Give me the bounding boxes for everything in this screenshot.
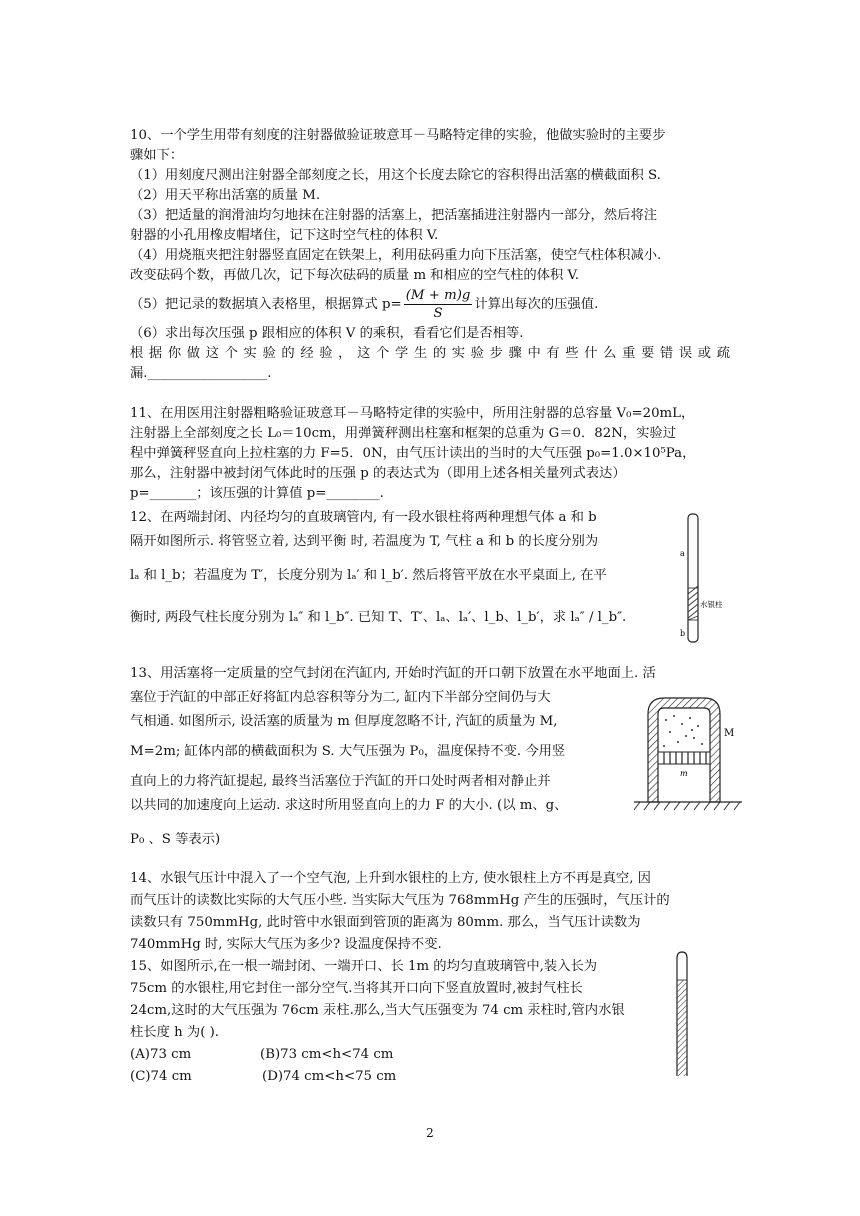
q13-line5: 直向上的力将汽缸提起, 最终当活塞位于汽缸的开口处时两者相对静止并: [130, 774, 551, 789]
question-15: [130, 957, 650, 1043]
q15-option-d: (D)74 cm<h<75 cm: [262, 1069, 397, 1084]
q15-option-c: (C)74 cm: [130, 1069, 192, 1084]
q14-line1: 14、水银气压计中混入了一个空气泡, 上升到水银柱的上方, 使水银柱上方不再是真空, 因: [130, 871, 651, 886]
q15-line3: 24cm,这时的大气压强为 76cm 汞柱.那么,当大气压强变为 74 cm 汞柱时,管内水银: [130, 1003, 625, 1018]
q10-step5-suffix: 计算出每次的压强值.: [474, 297, 599, 312]
q10-question-line2: 漏.__________________.: [130, 366, 272, 381]
q10-intro-line1: 10、一个学生用带有刻度的注射器做验证玻意耳－马略特定律的实验，他做实验时的主要步: [130, 128, 666, 143]
cylinder-wall: [648, 698, 720, 802]
piston-mass-label: m: [680, 769, 688, 778]
q10-step3-line1: （3）把适量的润滑油均匀地抹在注射器的活塞上，把活塞插进注射器内一部分，然后将注: [130, 208, 658, 223]
ground-hatch: [634, 802, 740, 810]
q11-line2: 注射器上全部刻度之长 L₀＝10cm，用弹簧秤测出柱塞和框架的总重为 G＝0．82N，实验过: [130, 426, 677, 441]
q10-intro-line2: 骤如下：: [130, 148, 184, 163]
q11-line1: 11、在用医用注射器粗略验证玻意耳－马略特定律的实验中，所用注射器的总容量 V₀=20mL，: [130, 406, 695, 421]
q12-line4: 衡时, 两段气柱长度分别为 lₐ″ 和 l_b″. 已知 T、T′、lₐ、lₐ′、l_b、l_b′，求 lₐ″ / l_b″.: [130, 610, 627, 625]
q13-line2: 塞位于汽缸的中部正好将缸内总容积等分为二, 缸内下半部分空间仍与大: [130, 690, 551, 705]
q14-line4: 740mmHg 时, 实际大气压为多少? 设温度保持不变.: [130, 937, 442, 952]
q13-line7: P₀ 、S 等表示): [130, 832, 221, 847]
mercury-tube-figure: [668, 950, 698, 1080]
q13-line3: 气相通. 如图所示, 设活塞的质量为 m 但厚度忽略不计, 汽缸的质量为 M,: [130, 714, 558, 729]
q10-step1: （1）用刻度尺测出注射器全部刻度之长，用这个长度去除它的容积得出活塞的横截面积 S.: [130, 168, 661, 183]
gas-a-label: a: [680, 549, 685, 558]
q12-line1: 12、在两端封闭、内径均匀的直玻璃管内, 有一段水银柱将两种理想气体 a 和 b: [130, 510, 597, 525]
question-10: [130, 126, 730, 384]
piston: [658, 752, 710, 764]
cylinder-figure: [634, 692, 744, 820]
q13-line4: M=2m; 缸体内部的横截面积为 S. 大气压强为 P₀，温度保持不变. 今用竖: [130, 744, 566, 759]
q14-line2: 而气压计的读数比实际的大气压小些. 当实际大气压为 768mmHg 产生的压强时，气压计的: [130, 893, 670, 908]
q15-option-b: (B)73 cm<h<74 cm: [260, 1047, 394, 1062]
mercury-column-hatch: [688, 586, 698, 620]
mercury-label: 水银柱: [700, 600, 722, 609]
q11-line3: 程中弹簧秤竖直向上拉柱塞的力 F=5．0N，由气压计读出的当时的大气压强 p₀=1.0×10⁵Pa，: [130, 446, 696, 461]
q11-line5: p=_______；该压强的计算值 p=________.: [130, 486, 384, 501]
q10-step2: （2）用天平称出活塞的质量 M.: [130, 188, 321, 203]
question-12: [130, 508, 675, 628]
q10-question-line1: 根据你做这个实验的经验，这个学生的实验步骤中有些什么重要错误或疏: [130, 346, 730, 361]
gas-b-label: b: [680, 629, 686, 638]
q10-step4-line1: （4）用烧瓶夹把注射器竖直固定在铁架上，利用砝码重力向下压活塞，使空气柱体积减小.: [130, 248, 662, 263]
q13-line1: 13、用活塞将一定质量的空气封闭在汽缸内, 开始时汽缸的开口朝下放置在水平地面上. 活: [130, 666, 656, 681]
q10-step3-line2: 射器的小孔用橡皮帽堵住，记下这时空气柱的体积 V.: [130, 228, 439, 243]
q11-line4: 那么，注射器中被封闭气体此时的压强 p 的表达式为（即用上述各相关量列式表达）: [130, 466, 626, 481]
q10-step6: （6）求出每次压强 p 跟相应的体积 V 的乘积，看看它们是否相等.: [130, 326, 524, 341]
q15-option-a: (A)73 cm: [130, 1047, 192, 1062]
cylinder-mass-label: M: [724, 728, 735, 739]
glass-tube-figure: [672, 510, 722, 646]
q13-line6: 以共同的加速度向上运动. 求这时所用竖直向上的力 F 的大小. (以 m、g、: [130, 798, 568, 813]
q10-step5-prefix: （5）把记录的数据填入表格里，根据算式 p=: [130, 297, 402, 312]
q14-line3: 读数只有 750mmHg, 此时管中水银面到管顶的距离为 80mm. 那么，当气压计读数为: [130, 915, 641, 930]
sealed-tube: [688, 514, 698, 642]
q12-line2: 隔开如图所示. 将管竖立着, 达到平衡 时, 若温度为 T, 气柱 a 和 b 的长度分别为: [130, 534, 599, 549]
question-11: [130, 404, 730, 504]
q15-line1: 15、如图所示,在一根一端封闭、一端开口、长 1m 的均匀直玻璃管中,装入长为: [130, 959, 598, 974]
mercury-column: [678, 980, 687, 1076]
question-14: [130, 869, 730, 955]
q15-line2: 75cm 的水银柱,用它封住一部分空气.当将其开口向下竖直放置时,被封气柱长: [130, 981, 583, 996]
page-number: 2: [426, 1126, 434, 1140]
formula-numerator: (M + m)g: [405, 288, 471, 303]
q10-step4-line2: 改变砝码个数，再做几次，记下每次砝码的质量 m 和相应的空气柱的体积 V.: [130, 268, 579, 283]
gas-dots: [663, 715, 703, 747]
q10-formula-fraction: [404, 287, 473, 322]
q15-line4: 柱长度 h 为( ).: [130, 1025, 220, 1040]
q10-step5: [130, 286, 730, 324]
q12-line3: lₐ 和 l_b；若温度为 T′，长度分别为 lₐ′ 和 l_b′. 然后将管平放在水平桌面上, 在平: [130, 568, 607, 583]
formula-denominator: S: [433, 306, 443, 321]
